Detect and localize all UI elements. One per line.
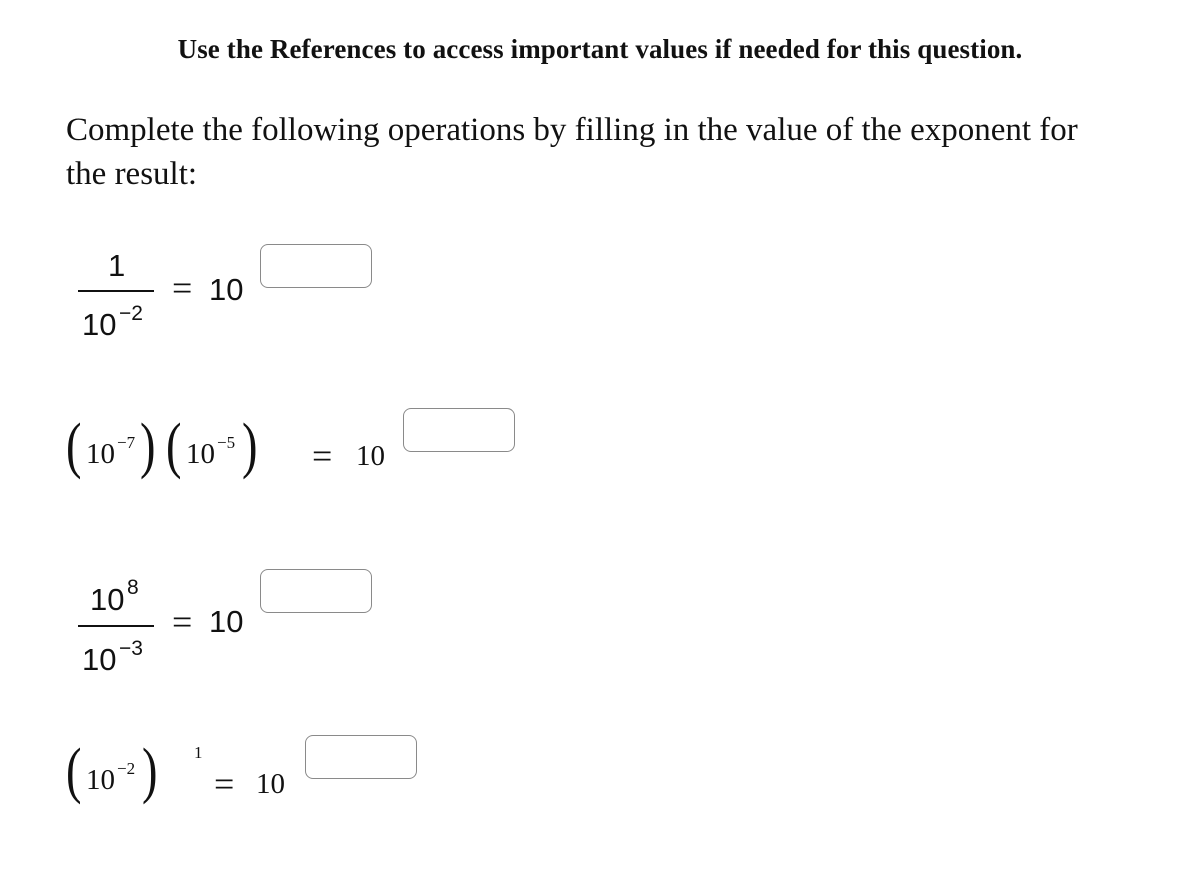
p3-numerator-base: 10 bbox=[90, 582, 125, 617]
p3-numerator-exponent: 8 bbox=[127, 576, 139, 599]
p2-right-paren-2: ) bbox=[242, 412, 258, 480]
p2-factor2-base: 10 bbox=[186, 438, 215, 470]
p2-factor1-base: 10 bbox=[86, 438, 115, 470]
p2-result-base: 10 bbox=[356, 440, 385, 472]
p1-fraction-bar bbox=[78, 290, 154, 292]
p1-denominator-base: 10 bbox=[82, 307, 117, 342]
p2-exponent-answer-field[interactable] bbox=[403, 408, 515, 452]
p4-equals-sign: = bbox=[214, 764, 235, 804]
question-prompt: Complete the following operations by filling in the value of the exponent for the result: bbox=[66, 112, 1078, 192]
p3-exponent-answer-field[interactable] bbox=[260, 569, 372, 613]
p4-outer-exponent: 1 bbox=[194, 743, 203, 762]
p2-left-paren-2: ( bbox=[166, 412, 182, 480]
p2-left-paren-1: ( bbox=[66, 412, 82, 480]
p3-denominator-exponent: −3 bbox=[119, 637, 143, 660]
p4-left-paren: ( bbox=[66, 737, 82, 805]
p4-inner-base: 10 bbox=[86, 764, 115, 796]
p3-result-base: 10 bbox=[209, 604, 244, 639]
p1-result-base: 10 bbox=[209, 272, 244, 307]
p1-denominator-exponent: −2 bbox=[119, 302, 143, 325]
p1-exponent-answer-field[interactable] bbox=[260, 244, 372, 288]
p3-fraction-bar bbox=[78, 625, 154, 627]
p2-right-paren-1: ) bbox=[140, 412, 156, 480]
p4-right-paren: ) bbox=[142, 737, 158, 805]
p3-equals-sign: = bbox=[172, 602, 193, 642]
p1-equals-sign: = bbox=[172, 268, 193, 308]
p2-equals-sign: = bbox=[312, 436, 333, 476]
p4-inner-exponent: −2 bbox=[117, 759, 136, 778]
references-notice: Use the References to access important values if needed for this question. bbox=[177, 34, 1023, 64]
p3-denominator-base: 10 bbox=[82, 642, 117, 677]
p2-factor1-exponent: −7 bbox=[117, 433, 136, 452]
p1-numerator: 1 bbox=[108, 248, 126, 283]
p4-result-base: 10 bbox=[256, 768, 285, 800]
p4-exponent-answer-field[interactable] bbox=[305, 735, 417, 779]
p2-factor2-exponent: −5 bbox=[217, 433, 236, 452]
